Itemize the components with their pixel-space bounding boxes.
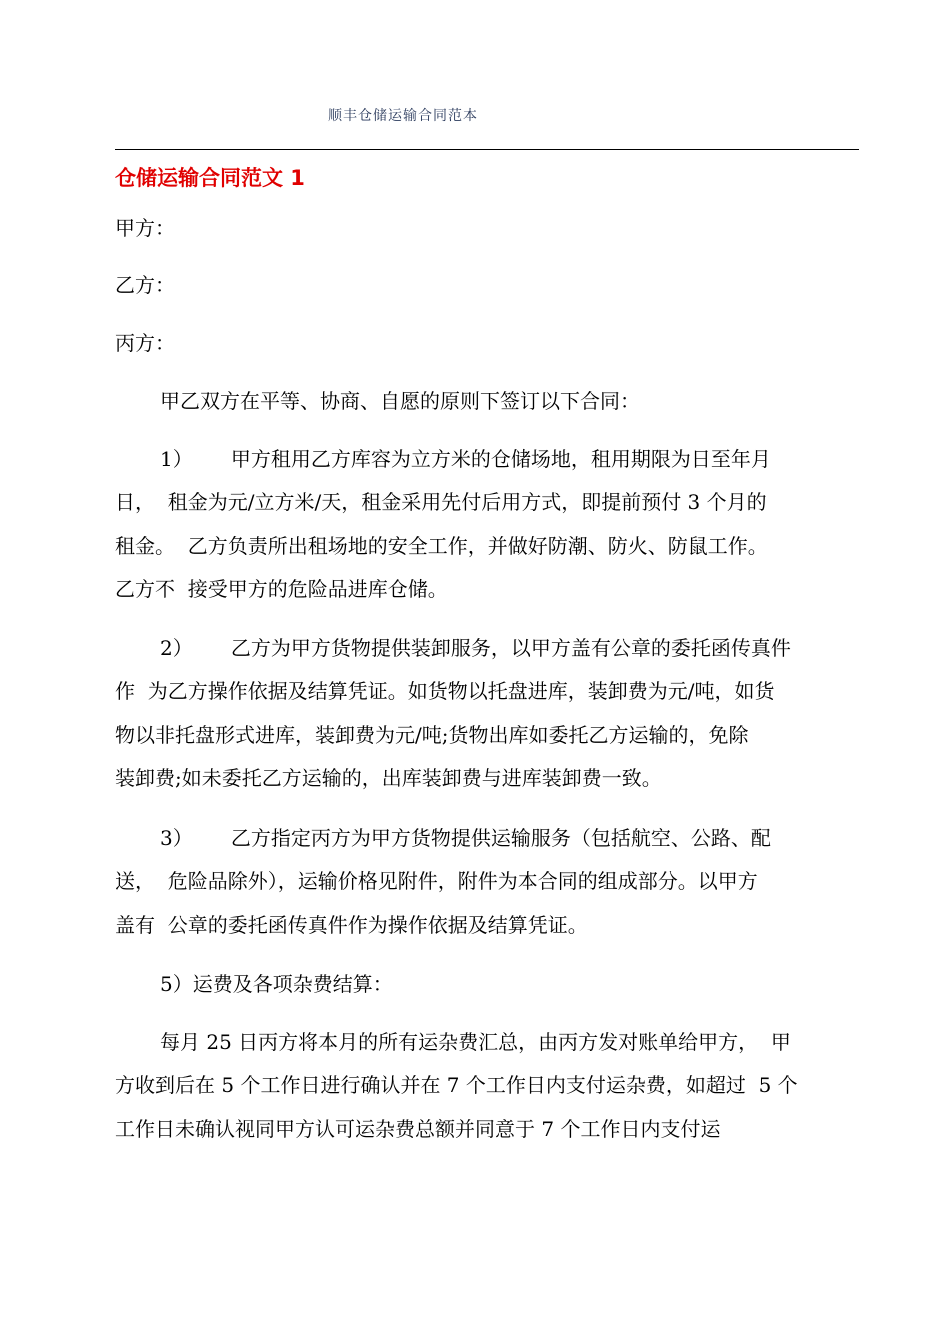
clause-line: 工作日未确认视同甲方认可运杂费总额并同意于 7 个工作日内支付运 — [115, 1117, 721, 1141]
clause-line: 每月 25 日丙方将本月的所有运杂费汇总，由丙方发对账单给甲方， 甲 — [160, 1030, 791, 1054]
header-divider — [115, 149, 859, 150]
page-header: 顺丰仓储运输合同范本 — [328, 108, 478, 124]
section-title: 仓储运输合同范文 1 — [115, 166, 305, 190]
clause-line: 方收到后在 5 个工作日进行确认并在 7 个工作日内支付运杂费，如超过 5 个 — [115, 1073, 798, 1097]
party-c-label: 丙方： — [115, 331, 175, 355]
clause-line: 装卸费;如未委托乙方运输的，出库装卸费与进库装卸费一致。 — [115, 766, 662, 790]
clause-line: 租金。 乙方负责所出租场地的安全工作，并做好防潮、防火、防鼠工作。 — [115, 534, 768, 558]
clause-line: 1） 甲方租用乙方库容为立方米的仓储场地，租用期限为日至年月 — [160, 447, 771, 471]
party-a-label: 甲方： — [115, 216, 175, 240]
clause-line: 日， 租金为元/立方米/天，租金采用先付后用方式，即提前预付 3 个月的 — [115, 490, 767, 514]
clause-heading: 5）运费及各项杂费结算： — [160, 972, 393, 996]
party-b-label: 乙方： — [115, 273, 175, 297]
clause-line: 3） 乙方指定丙方为甲方货物提供运输服务（包括航空、公路、配 — [160, 826, 771, 850]
intro-paragraph: 甲乙双方在平等、协商、自愿的原则下签订以下合同： — [160, 389, 640, 413]
clause-line: 作 为乙方操作依据及结算凭证。如货物以托盘进库，装卸费为元/吨，如货 — [115, 679, 775, 703]
clause-line: 送， 危险品除外），运输价格见附件，附件为本合同的组成部分。以甲方 — [115, 869, 758, 893]
clause-line: 盖有 公章的委托函传真件作为操作依据及结算凭证。 — [115, 913, 588, 937]
clause-line: 物以非托盘形式进库，装卸费为元/吨;货物出库如委托乙方运输的，免除 — [115, 723, 749, 747]
clause-line: 2） 乙方为甲方货物提供装卸服务，以甲方盖有公章的委托函传真件 — [160, 636, 791, 660]
clause-line: 乙方不 接受甲方的危险品进库仓储。 — [115, 577, 448, 601]
